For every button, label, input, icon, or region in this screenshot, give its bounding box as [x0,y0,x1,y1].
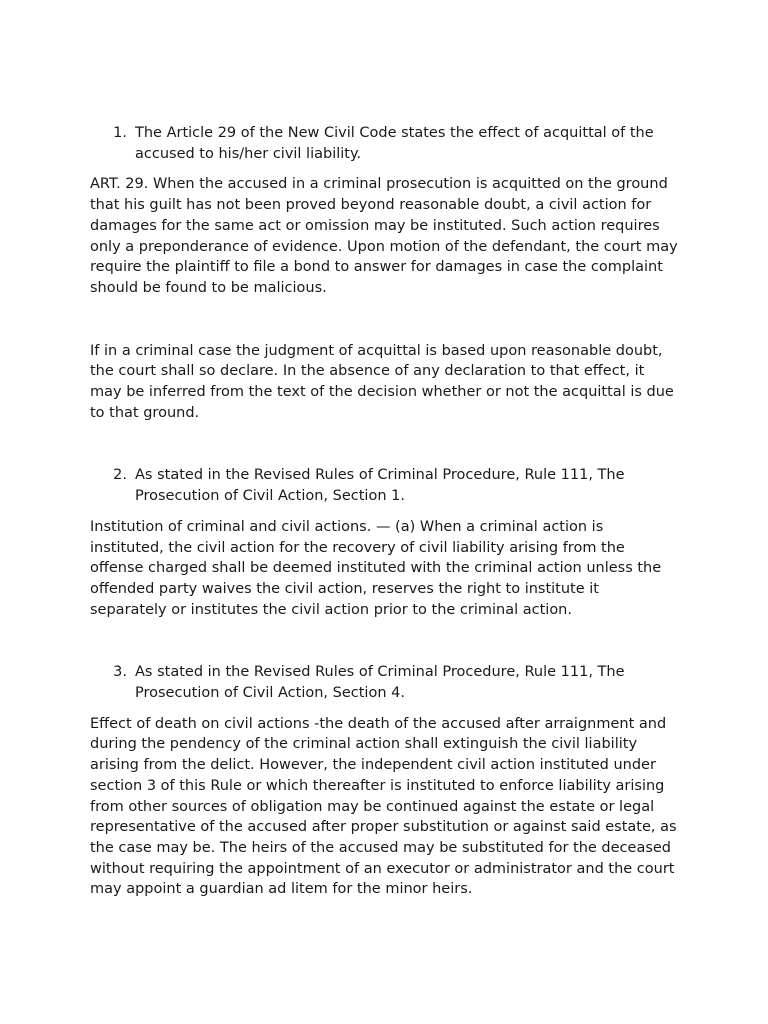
list-number: 3. [113,664,127,681]
list-heading: As stated in the Revised Rules of Criminal Procedure, Rule 111, The Prosecution of Civil Action, Section 4. [135,664,625,702]
paragraph-art-29: ART. 29. When the accused in a criminal prosecution is acquitted on the ground that his guilt has not been proved beyond reasonable doubt, a civil action for damages for the same act or omission may be instituted. Such action requires only a preponderance of evidence. Upon motion of the defendant, the court may require the plaintiff to file a bond to answer for damages in case the complaint should be found to be malicious. [90,176,678,296]
paragraph-institution-of-actions: Institution of criminal and civil actions. — (a) When a criminal action is instituted, the civil action for the recovery of civil liability arising from the offense charged shall be deemed instituted with the criminal action unless the offended party waives the civil action, reserves the right to institute it separately or institutes the civil action prior to the criminal action. [90,518,662,618]
list-heading: The Article 29 of the New Civil Code states the effect of acquittal of the accused to his/her civil liability. [135,125,654,162]
paragraph-acquittal-reasonable-doubt: If in a criminal case the judgment of acquittal is based upon reasonable doubt, the court shall so declare. In the absence of any declaration to that effect, it may be inferred from the text of the decision whether or not the acquittal is due to that ground. [90,342,674,421]
paragraph-effect-of-death: Effect of death on civil actions -the death of the accused after arraignment and during the pendency of the criminal action shall extinguish the civil liability arising from the delict. However, the independent civil action instituted under section 3 of this Rule or which thereafter is instituted to enforce liability arising from other sources of obligation may be continued against the estate or legal representative of the accused after proper substitution or against said estate, as the case may be. The heirs of the accused may be substituted for the deceased without requiring the appointment of an executor or administrator and the court may appoint a guardian ad litem for the minor heirs. [90,715,677,898]
list-number: 2. [113,467,127,484]
list-item-3 [90,662,680,703]
list-heading: As stated in the Revised Rules of Criminal Procedure, Rule 111, The Prosecution of Civil Action, Section 1. [135,467,625,505]
document-body [90,123,680,900]
list-item-2 [90,465,680,506]
list-item-1 [90,123,680,164]
list-number: 1. [113,125,127,141]
